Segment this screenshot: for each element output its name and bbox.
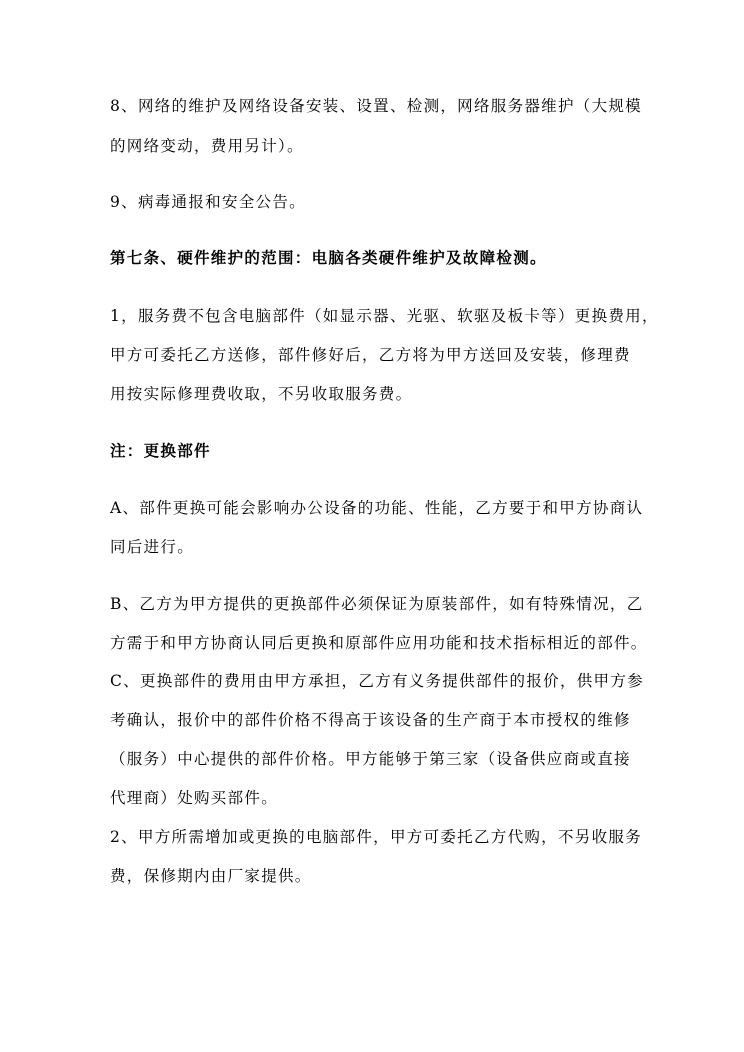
- note-b-line-1: B、乙方为甲方提供的更换部件必须保证为原装部件，如有特殊情况，乙: [110, 595, 644, 613]
- clause-2-line-2: 费，保修期内由厂家提供。: [110, 867, 312, 885]
- note-c-line-4: 代理商）处购买部件。: [110, 789, 279, 807]
- clause-2-line-1: 2、甲方所需增加或更换的电脑部件，甲方可委托乙方代购，不另收服务: [110, 828, 642, 846]
- note-b-line-2: 方需于和甲方协商认同后更换和原部件应用功能和技术指标相近的部件。: [110, 634, 648, 652]
- item-9-line: 9、病毒通报和安全公告。: [110, 193, 306, 211]
- clause-1-line-3: 用按实际修理费收取，不另收取服务费。: [110, 385, 413, 403]
- item-8-line-1: 8、网络的维护及网络设备安装、设置、检测，网络服务器维护（大规模: [110, 97, 642, 115]
- note-c-line-2: 考确认，报价中的部件价格不得高于该设备的生产商于本市授权的维修: [110, 711, 631, 729]
- note-a-line-1: A、部件更换可能会影响办公设备的功能、性能，乙方要于和甲方协商认: [110, 499, 644, 517]
- note-heading: 注：更换部件: [110, 441, 211, 460]
- note-c-line-1: C、更换部件的费用由甲方承担，乙方有义务提供部件的报价，供甲方参: [110, 672, 644, 690]
- note-c-line-3: （服务）中心提供的部件价格。甲方能够于第三家（设备供应商或直接: [110, 750, 631, 768]
- item-8-line-2: 的网络变动，费用另计）。: [110, 137, 304, 155]
- clause-1-line-1: 1，服务费不包含电脑部件（如显示器、光驱、软驱及板卡等）更换费用，: [110, 307, 659, 325]
- note-a-line-2: 同后进行。: [110, 538, 195, 556]
- article-7-heading: 第七条、硬件维护的范围：电脑各类硬件维护及故障检测。: [110, 248, 547, 267]
- clause-1-line-2: 甲方可委托乙方送修，部件修好后，乙方将为甲方送回及安装，修理费: [110, 346, 631, 364]
